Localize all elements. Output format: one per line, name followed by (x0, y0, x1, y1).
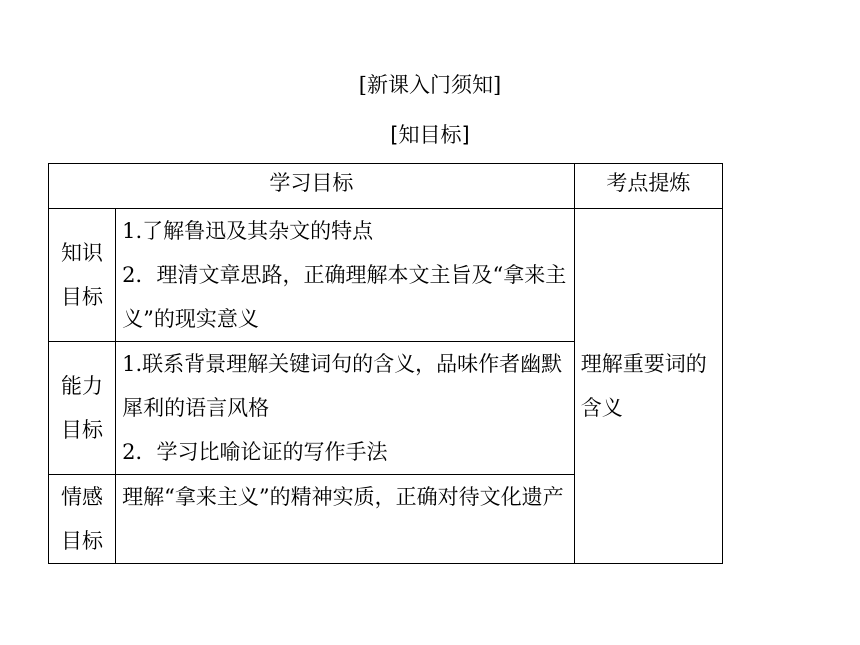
goal-item: 2．理清文章思路，正确理解本文主旨及“拿来主义”的现实意义 (122, 263, 567, 331)
category-knowledge: 知识 目标 (49, 209, 116, 342)
goal-content-emotion (116, 475, 575, 564)
category-ability: 能力 目标 (49, 342, 116, 475)
section-heading-goals: [知目标] (390, 123, 470, 147)
category-emotion: 情感 目标 (49, 475, 116, 564)
key-point-cell: 理解重要词的含义 (574, 209, 722, 564)
goal-item: 1.联系背景理解关键词句的含义，品味作者幽默犀利的语言风格 (122, 352, 563, 420)
goal-content-knowledge (116, 209, 575, 342)
goal-item: 2．学习比喻论证的写作手法 (122, 440, 388, 464)
table-header-row (49, 164, 723, 209)
header-key-points: 考点提炼 (574, 164, 722, 209)
section-heading-course-intro: [新课入门须知] (358, 73, 502, 97)
goal-content-ability (116, 342, 575, 475)
table-row (49, 209, 723, 342)
goal-item: 理解“拿来主义”的精神实质，正确对待文化遗产 (122, 485, 564, 509)
header-learning-goals: 学习目标 (49, 164, 575, 209)
goal-item: 1.了解鲁迅及其杂文的特点 (122, 219, 374, 243)
learning-goals-table (48, 163, 723, 564)
